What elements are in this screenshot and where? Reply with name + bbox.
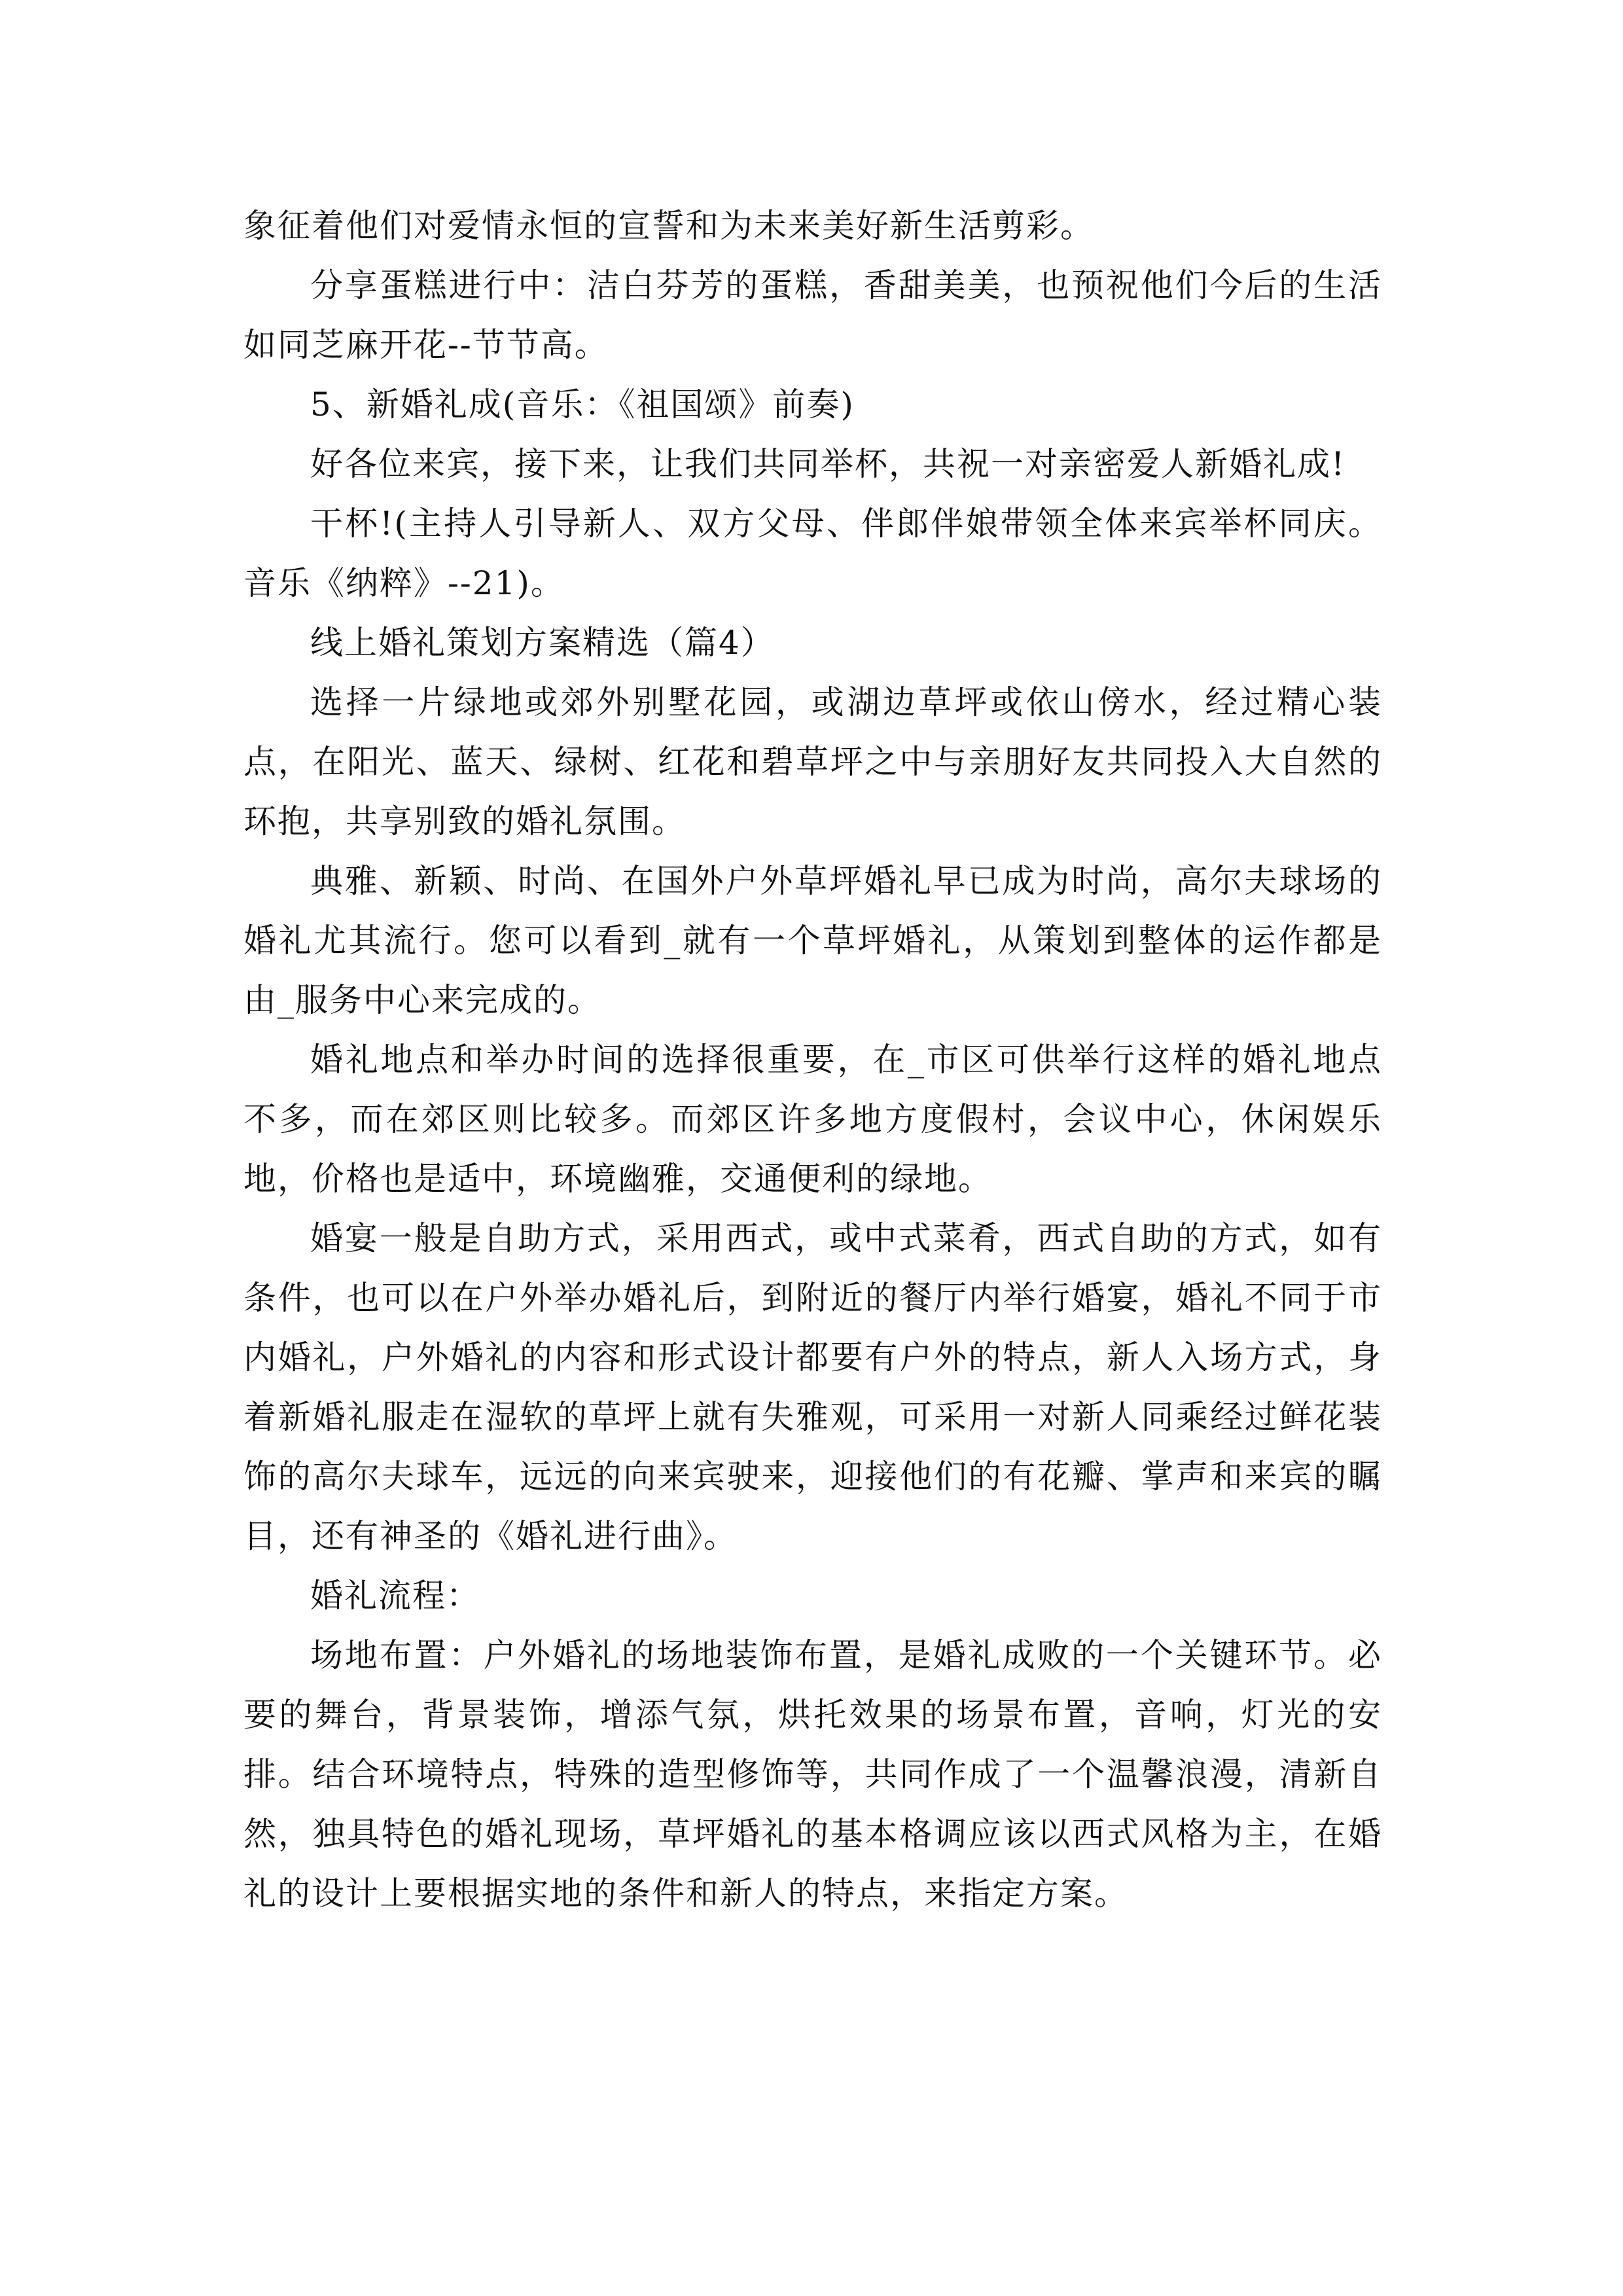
paragraph: 典雅、新颖、时尚、在国外户外草坪婚礼早已成为时尚，高尔夫球场的婚礼尤其流行。您可以看到_就有一个草坪婚礼，从策划到整体的运作都是由_服务中心来完成的。 <box>243 862 1382 1019</box>
paragraph: 分享蛋糕进行中：洁白芬芳的蛋糕，香甜美美，也预祝他们今后的生活如同芝麻开花--节节高。 <box>243 266 1382 364</box>
paragraph: 好各位来宾，接下来，让我们共同举杯，共祝一对亲密爱人新婚礼成! <box>310 445 1346 483</box>
paragraph: 选择一片绿地或郊外别墅花园，或湖边草坪或依山傍水，经过精心装点，在阳光、蓝天、绿树、红花和碧草坪之中与亲朋好友共同投入大自然的环抱，共享别致的婚礼氛围。 <box>243 683 1382 840</box>
paragraph: 象征着他们对爱情永恒的宣誓和为未来美好新生活剪彩。 <box>243 207 1094 245</box>
document-body <box>243 196 1382 1924</box>
paragraph: 婚宴一般是自助方式，采用西式，或中式菜肴，西式自助的方式，如有条件，也可以在户外举办婚礼后，到附近的餐厅内举行婚宴，婚礼不同于市内婚礼，户外婚礼的内容和形式设计都要有户外的特点，新人入场方式，身着新婚礼服走在湿软的草坪上就有失雅观，可采用一对新人同乘经过鲜花装饰的高尔夫球车，远远的向来宾驶来，迎接他们的有花瓣、掌声和来宾的瞩目，还有神圣的《婚礼进行曲》。 <box>243 1219 1382 1555</box>
section-heading: 5、新婚礼成(音乐：《祖国颂》前奏) <box>310 386 855 423</box>
paragraph: 场地布置：户外婚礼的场地装饰布置，是婚礼成败的一个关键环节。必要的舞台，背景装饰，增添气氛，烘托效果的场景布置，音响，灯光的安排。结合环境特点，特殊的造型修饰等，共同作成了一个温馨浪漫，清新自然，独具特色的婚礼现场，草坪婚礼的基本格调应该以西式风格为主，在婚礼的设计上要根据实地的条件和新人的特点，来指定方案。 <box>243 1636 1382 1912</box>
article-title: 线上婚礼策划方案精选（篇4） <box>310 624 775 662</box>
paragraph: 干杯!(主持人引导新人、双方父母、伴郎伴娘带领全体来宾举杯同庆。音乐《纳粹》--21)。 <box>243 505 1382 602</box>
paragraph: 婚礼地点和举办时间的选择很重要，在_市区可供举行这样的婚礼地点不多，而在郊区则比较多。而郊区许多地方度假村，会议中心，休闲娱乐地，价格也是适中，环境幽雅，交通便利的绿地。 <box>243 1041 1382 1198</box>
section-heading: 婚礼流程： <box>310 1577 480 1615</box>
